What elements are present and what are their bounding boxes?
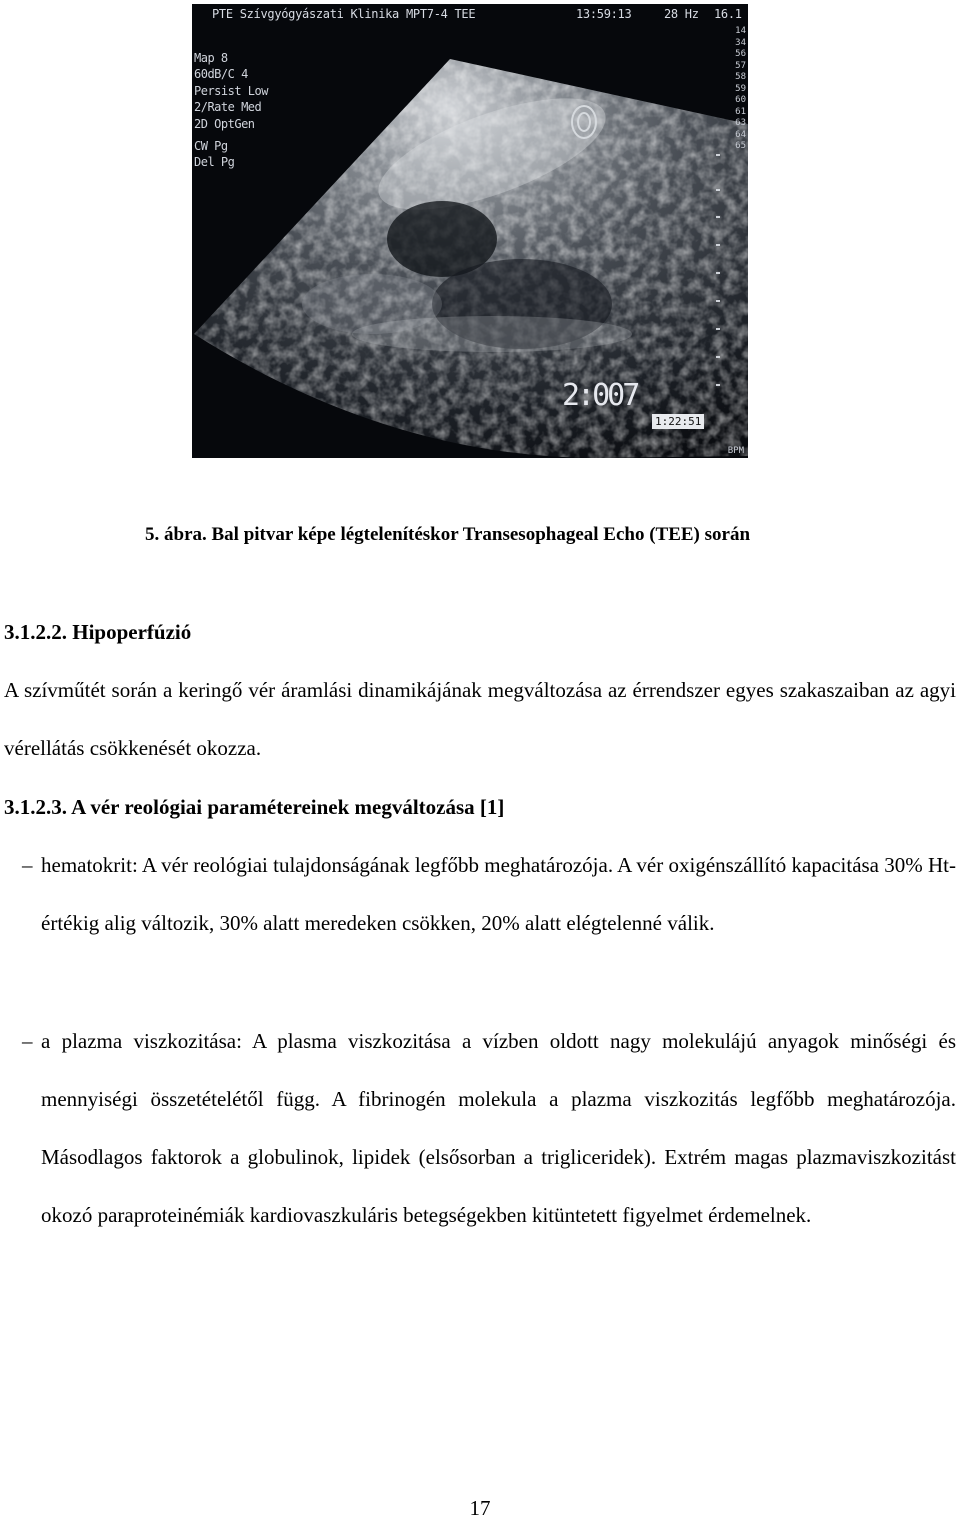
overlay-header-depth: 16.1 — [714, 7, 742, 21]
overlay-param: 2D OptGen — [194, 116, 255, 131]
list-dash: – — [22, 853, 33, 877]
scale-mark: 61 — [735, 106, 746, 117]
scale-mark: 58 — [735, 72, 746, 82]
scale-mark: 57 — [735, 60, 746, 71]
page-number: 17 — [469, 1496, 491, 1520]
section-heading-hypoperfusion: 3.1.2.2. Hipoperfúzió — [4, 620, 192, 644]
echo-figure — [192, 4, 748, 458]
overlay-header-rate: 28 Hz — [664, 7, 699, 21]
overlay-header-left: PTE Szívgyógyászati Klinika — [212, 7, 399, 21]
overlay-scale — [735, 26, 746, 153]
overlay-params — [194, 50, 268, 171]
scale-mark: 65 — [735, 141, 746, 151]
list-item-text: a plazma viszkozitása: A plasma viszkozitása a vízben oldott nagy molekulájú anyagok minőségi és mennyiségi összetételétől függ. A fibrinogén molekula a plazma viszkozitás legfőbb meghatározója. Másodlagos faktorok a globulinok, lipidek (elsősorban a trigliceridek). Extrém magas plazmaviszkozitást okozó paraproteinémiák kardiovaszkuláris betegségekben kitüntetett figyelmet érdemelnek. — [41, 1029, 956, 1227]
overlay-param: Del Pg — [194, 155, 235, 170]
list-dash: – — [22, 1029, 33, 1053]
ultrasound-sector — [192, 4, 748, 458]
figure-caption: 5. ábra. Bal pitvar képe légtelenítéskor Transesophageal Echo (TEE) során — [145, 524, 751, 545]
section-heading-rheology: 3.1.2.3. A vér reológiai paramétereinek megváltozása [1] — [4, 795, 505, 819]
list-item-hematocrit — [22, 836, 956, 952]
list-item-plasma-viscosity — [22, 1012, 956, 1244]
scale-mark: 64 — [735, 129, 746, 140]
overlay-param: CW Pg — [194, 139, 228, 154]
overlay-header-time: 13:59:13 — [576, 7, 632, 21]
scale-mark: 56 — [735, 49, 746, 59]
scale-mark: 14 — [735, 26, 746, 36]
scale-mark: 60 — [735, 95, 746, 105]
scale-mark: 59 — [735, 83, 746, 94]
overlay-param: Map 8 — [194, 51, 228, 65]
paragraph-hypoperfusion: A szívműtét során a keringő vér áramlási dinamikájának megváltozása az érrendszer egyes szakaszaiban az agyi vérellátás csökkenését okozza. — [4, 678, 956, 760]
scale-mark: 34 — [735, 37, 746, 48]
overlay-bpm: BPM — [727, 446, 744, 456]
overlay-header-probe: MPT7-4 TEE — [406, 7, 476, 21]
overlay-timestamp: 2:007 — [562, 378, 638, 413]
overlay-param: 60dB/C 4 — [194, 67, 248, 82]
list-item-text: hematokrit: A vér reológiai tulajdonságának legfőbb meghatározója. A vér oxigénszállító kapacitása 30% Ht-értékig alig változik, 30% alatt meredeken csökken, 20% alatt elégtelenné válik. — [41, 853, 956, 935]
overlay-param: Persist Low — [194, 83, 268, 98]
overlay-time-box: 1:22:51 — [652, 414, 704, 429]
overlay-param: 2/Rate Med — [194, 100, 262, 115]
scale-mark: 63 — [735, 118, 746, 128]
